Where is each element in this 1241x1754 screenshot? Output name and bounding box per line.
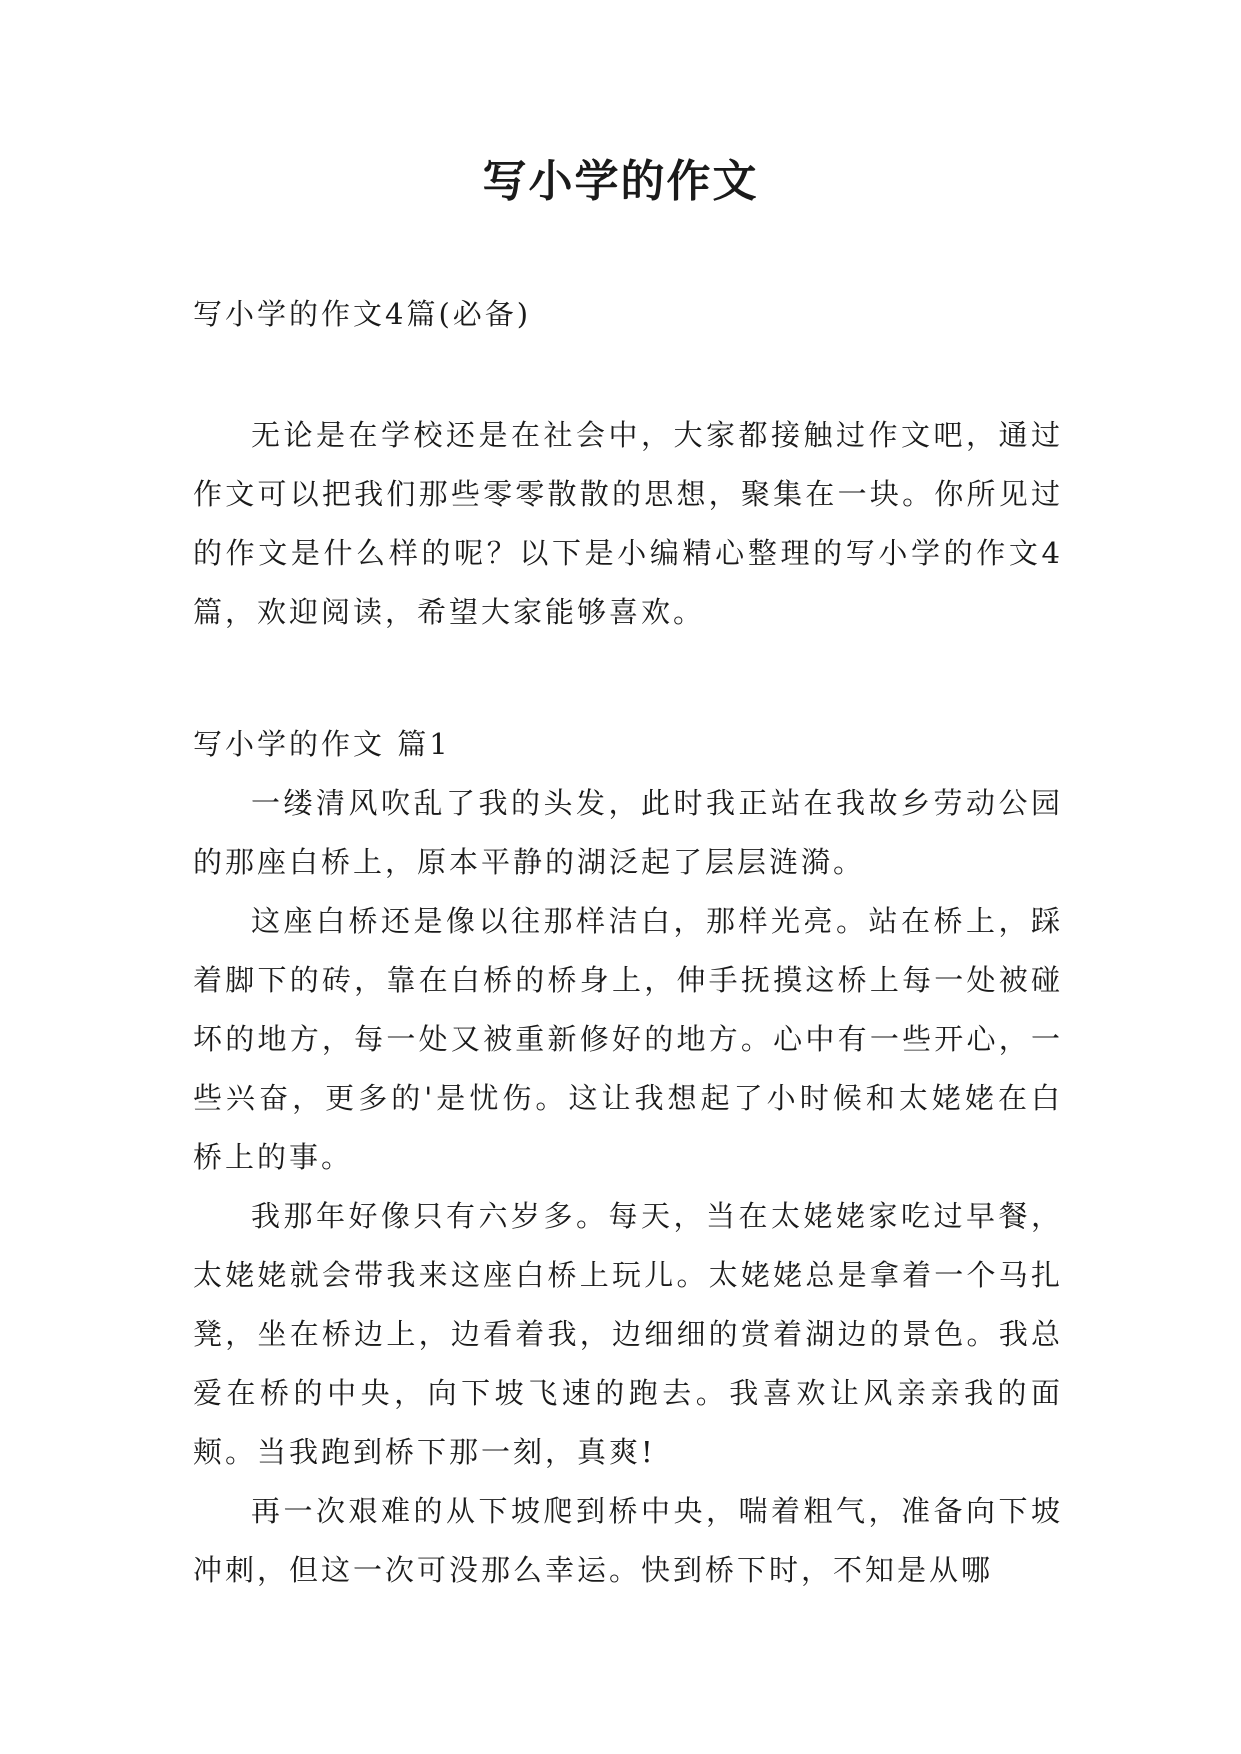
document-title: 写小学的作文 — [482, 156, 759, 207]
body-paragraph: 一缕清风吹乱了我的头发，此时我正站在我故乡劳动公园的那座白桥上，原本平静的湖泛起了层层涟漪。 — [193, 786, 1063, 879]
intro-paragraph: 无论是在学校还是在社会中，大家都接触过作文吧，通过作文可以把我们那些零零散散的思想，聚集在一块。你所见过的作文是什么样的呢？以下是小编精心整理的写小学的作文4篇，欢迎阅读，希望大家能够喜欢。 — [193, 418, 1063, 629]
spacer — [193, 642, 1063, 715]
document-body — [193, 285, 1063, 1600]
body-paragraph: 再一次艰难的从下坡爬到桥中央，喘着粗气，准备向下坡冲刺，但这一次可没那么幸运。快到桥下时，不知是从哪 — [193, 1494, 1063, 1587]
spacer — [193, 344, 1063, 406]
body-paragraph: 这座白桥还是像以往那样洁白，那样光亮。站在桥上，踩着脚下的砖，靠在白桥的桥身上，伸手抚摸这桥上每一处被碰坏的地方，每一处又被重新修好的地方。心中有一些开心，一些兴奋，更多的'是忧伤。这让我想起了小时候和太姥姥在白桥上的事。 — [193, 904, 1063, 1174]
section-heading: 写小学的作文 篇1 — [193, 727, 451, 761]
document-subtitle: 写小学的作文4篇(必备) — [193, 297, 532, 331]
body-paragraph: 我那年好像只有六岁多。每天，当在太姥姥家吃过早餐，太姥姥就会带我来这座白桥上玩儿。太姥姥总是拿着一个马扎凳，坐在桥边上，边看着我，边细细的赏着湖边的景色。我总爱在桥的中央，向下坡飞速的跑去。我喜欢让风亲亲我的面颊。当我跑到桥下那一刻，真爽! — [193, 1199, 1063, 1469]
